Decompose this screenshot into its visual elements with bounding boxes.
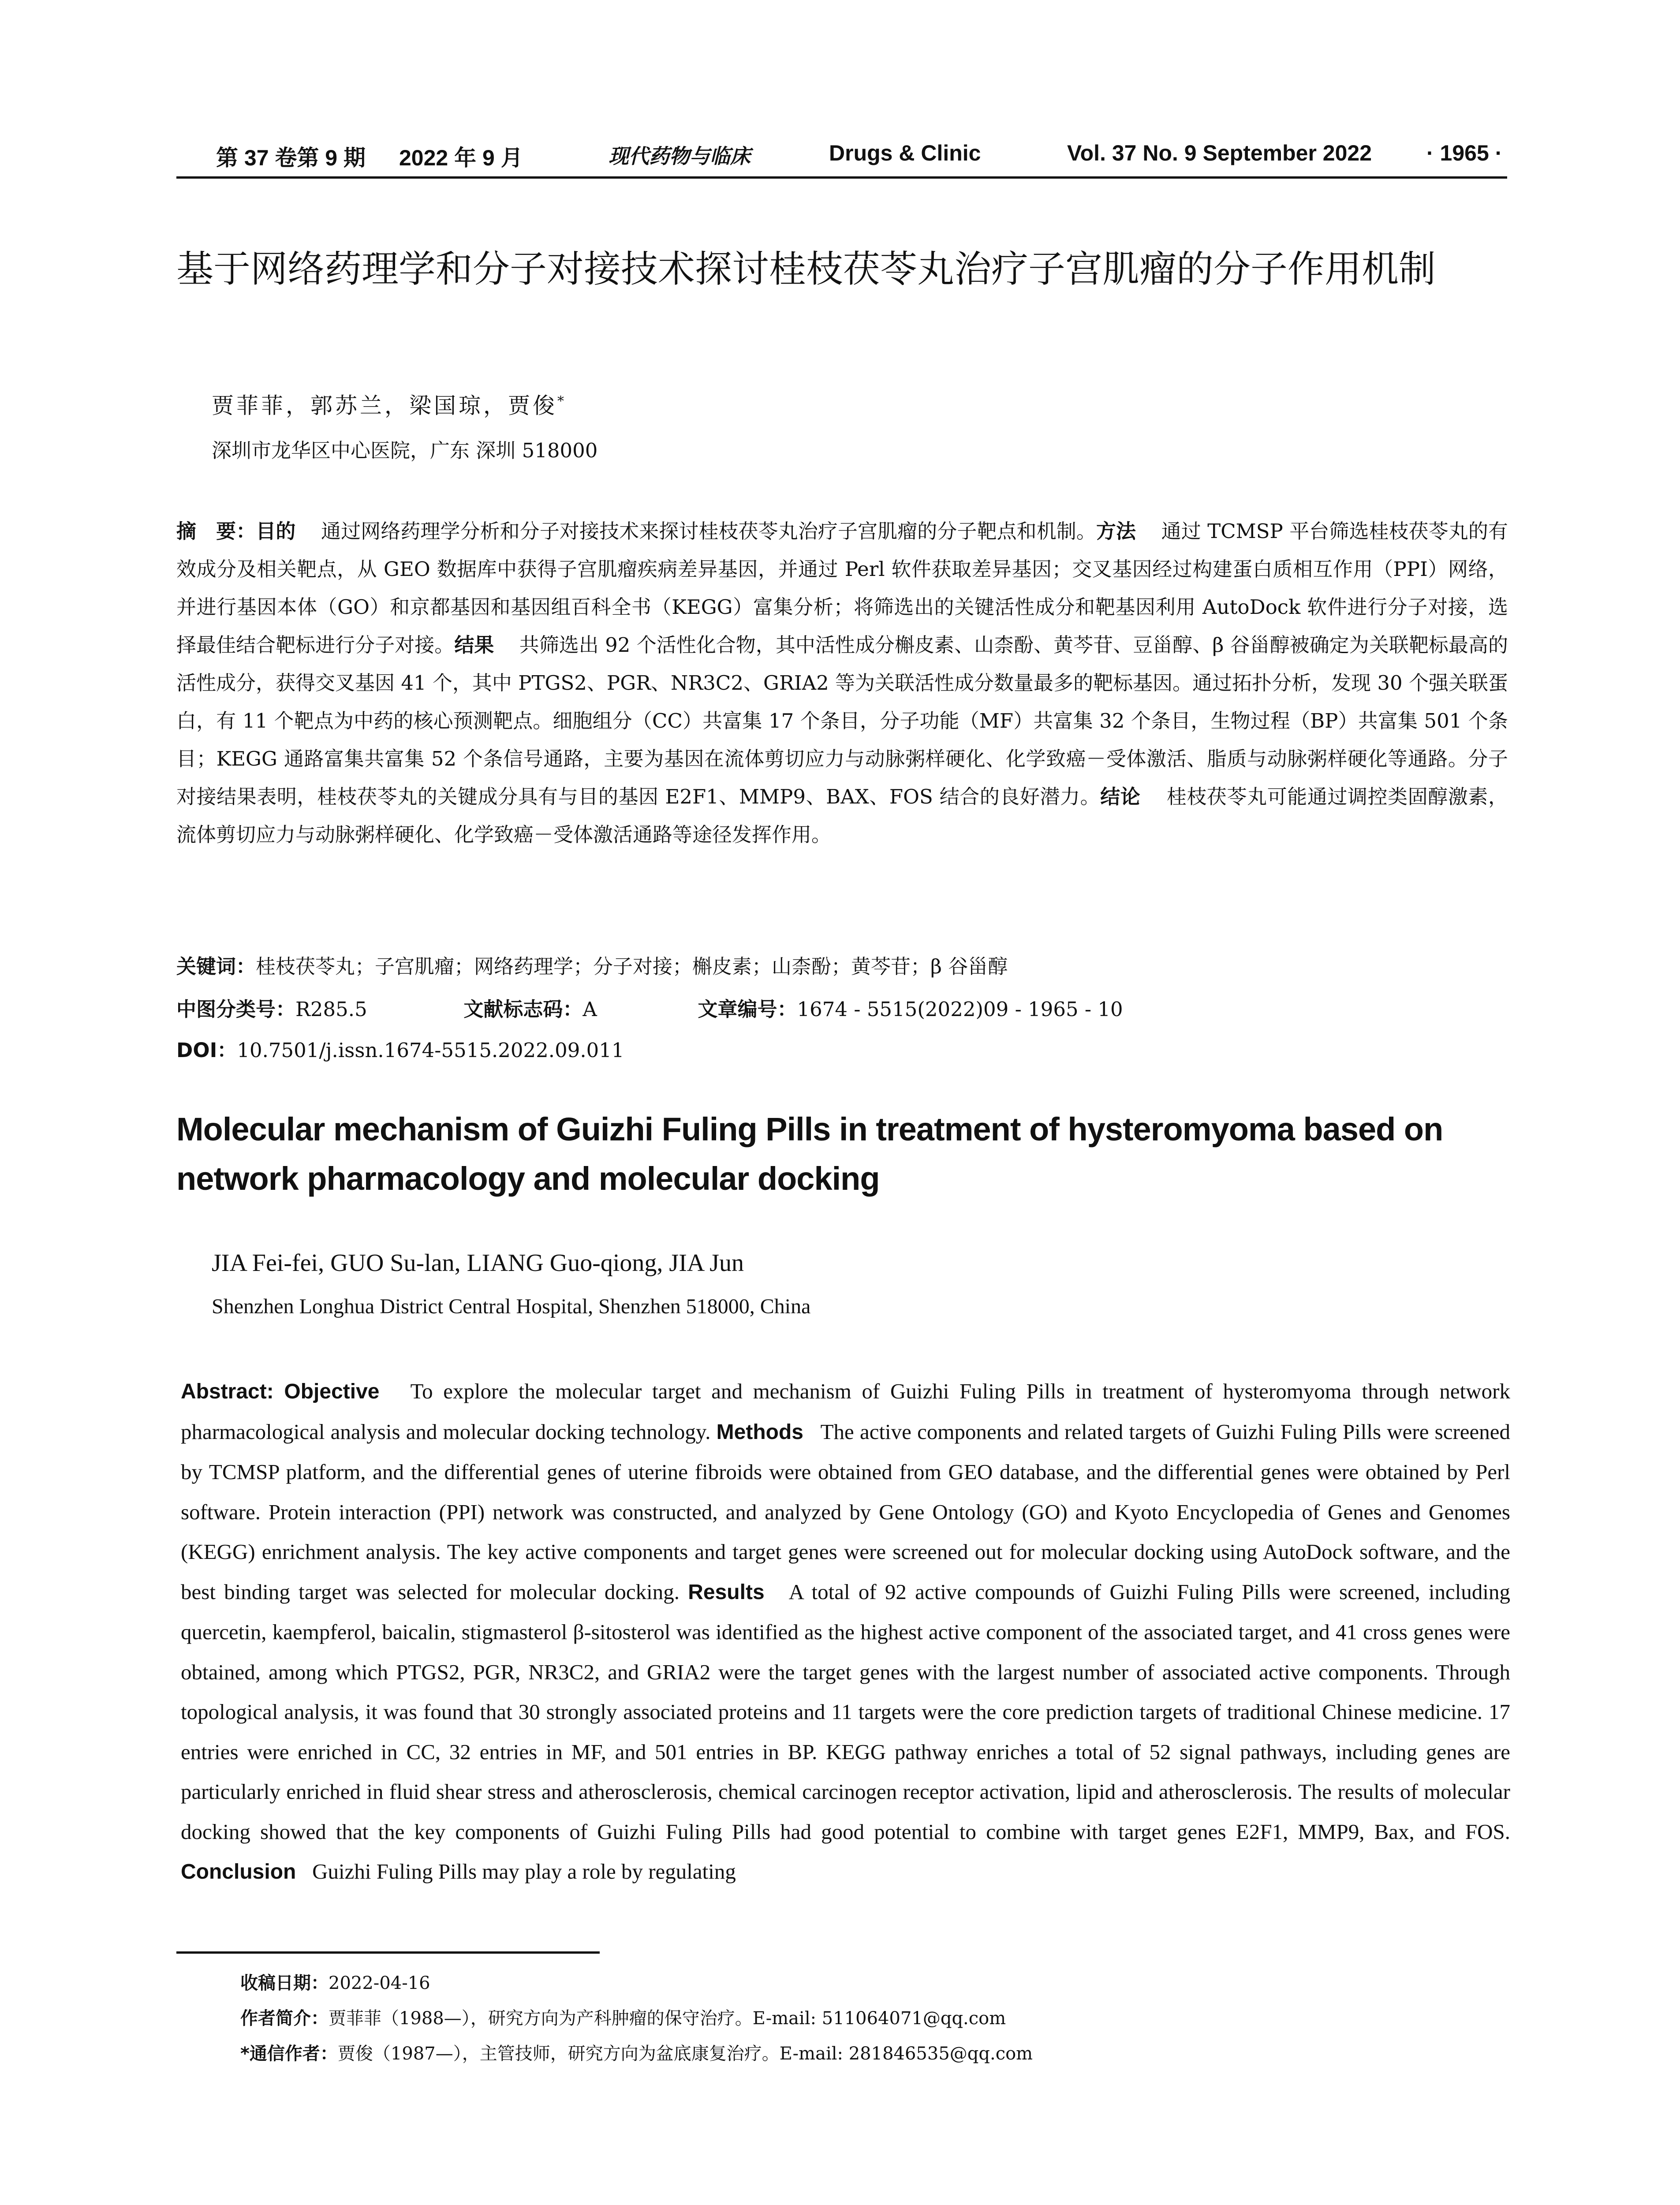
doc-code-value: A: [582, 998, 597, 1021]
header-journal-en: Drugs & Clinic: [829, 141, 981, 165]
doi-label: DOI：: [176, 1039, 237, 1062]
cn-objective-label: 目的: [256, 519, 296, 543]
running-header: [176, 140, 1507, 172]
doi-value: 10.7501/j.issn.1674-5515.2022.09.011: [237, 1039, 624, 1062]
corresponding-label: *通信作者：: [240, 2044, 338, 2064]
en-conclusion-text: Guizhi Fuling Pills may play a role by regulating: [312, 1859, 736, 1884]
en-results-label: Results: [688, 1580, 765, 1604]
en-affiliation: Shenzhen Longhua District Central Hospital, Shenzhen 518000, China: [212, 1295, 811, 1318]
doi-line: [176, 1034, 624, 1063]
cn-keywords-text: 桂枝茯苓丸；子宫肌瘤；网络药理学；分子对接；槲皮素；山柰酚；黄芩苷；β 谷甾醇: [256, 955, 1008, 978]
en-objective-text: To explore the molecular target and mechanism of Guizhi Fuling Pills in treatment of hysteromyoma through network pharmacological analysis and molecular docking technology.: [181, 1379, 1511, 1444]
cn-objective-text: 通过网络药理学分析和分子对接技术来探讨桂枝茯苓丸治疗子宫肌瘤的分子靶点和机制。: [321, 519, 1096, 543]
cn-authors: [212, 388, 567, 420]
header-rule: [176, 176, 1507, 179]
footnote-corresponding: [240, 2040, 1033, 2065]
header-journal-cn: 现代药物与临床: [609, 144, 750, 168]
cn-keywords-label: 关键词：: [176, 955, 256, 978]
cn-conclusion-text: 桂枝茯苓丸可能通过调控类固醇激素，流体剪切应力与动脉粥样硬化、化学致癌－受体激活通路等途径发挥作用。: [176, 785, 1508, 846]
en-abstract-label: Abstract:: [181, 1380, 274, 1403]
cn-title: 基于网络药理学和分子对接技术探讨桂枝茯苓丸治疗子宫肌瘤的分子作用机制: [176, 247, 1436, 291]
cn-author-names: 贾菲菲，郭苏兰，梁国琼，贾俊: [212, 393, 557, 419]
author-bio-text: 贾菲菲（1988—），研究方向为产科肿瘤的保守治疗。E-mail: 511064071@qq.com: [329, 2008, 1006, 2029]
cn-abstract: [176, 512, 1508, 854]
cn-abstract-label: 摘 要：: [176, 519, 256, 543]
footnote-received: [240, 1969, 430, 1994]
received-date: 2022-04-16: [329, 1973, 430, 1993]
clc-value: R285.5: [295, 998, 367, 1021]
en-conclusion-label: Conclusion: [181, 1860, 296, 1884]
en-methods-label: Methods: [716, 1420, 803, 1444]
corresponding-mark: *: [557, 393, 567, 409]
cn-methods-label: 方法: [1096, 519, 1136, 543]
en-abstract: [181, 1372, 1510, 1892]
cn-results-label: 结果: [454, 633, 494, 657]
footnote-author: [240, 2004, 1006, 2029]
en-authors: JIA Fei-fei, GUO Su-lan, LIANG Guo-qiong, JIA Jun: [212, 1249, 744, 1277]
doc-code-label: 文献标志码：: [463, 998, 583, 1021]
cn-results-text: 共筛选出 92 个活性化合物，其中活性成分槲皮素、山柰酚、黄芩苷、豆甾醇、β 谷甾醇被确定为关联靶标最高的活性成分，获得交叉基因 41 个，其中 PTGS2、PGR、NR3C2、GRIA2 等为关联活性成分数量最多的靶标基因。通过拓扑分析，发现 30 个强关联蛋白，有 11 个靶点为中药的核心预测靶点。细胞组分（CC）共富集 17 个条目，分子功能（MF）共富集 32 个条目，生物过程（BP）共富集 501 个条目；KEGG 通路富集共富集 52 个条信号通路，主要为基因在流体剪切应力与动脉粥样硬化、化学致癌－受体激活、脂质与动脉粥样硬化等通路。分子对接结果表明，桂枝茯苓丸的关键成分具有与目的基因 E2F1、MMP9、BAX、FOS 结合的良好潜力。: [176, 633, 1508, 808]
cn-keywords: [176, 950, 1008, 979]
cn-methods-text: 通过 TCMSP 平台筛选桂枝茯苓丸的有效成分及相关靶点，从 GEO 数据库中获得子宫肌瘤疾病差异基因，并通过 Perl 软件获取差异基因；交叉基因经过构建蛋白质相互作用（PPI）网络，并进行基因本体（GO）和京都基因和基因组百科全书（KEGG）富集分析；将筛选出的关键活性成分和靶基因利用 AutoDock 软件进行分子对接，选择最佳结合靶标进行分子对接。: [176, 519, 1508, 657]
corresponding-text: 贾俊（1987—），主管技师，研究方向为盆底康复治疗。E-mail: 281846535@qq.com: [337, 2044, 1033, 2064]
en-title: Molecular mechanism of Guizhi Fuling Pills in treatment of hysteromyoma based on network pharmacology and molecular docking: [176, 1111, 1443, 1197]
author-bio-label: 作者简介：: [240, 2008, 329, 2029]
header-volume-cn: 第 37 卷第 9 期: [216, 146, 366, 170]
cn-classification: [176, 993, 1123, 1022]
article-no-label: 文章编号：: [698, 998, 797, 1021]
en-results-text: A total of 92 active compounds of Guizhi Fuling Pills were screened, including quercetin, kaempferol, baicalin, stigmasterol β-sitosterol was identified as the highest active component of the associated target, and 41 cross genes were obtained, among which PTGS2, PGR, NR3C2, and GRIA2 were the target genes with the largest number of associated active components. Through topological analysis, it was found that 30 strongly associated proteins and 11 targets were the core prediction targets of traditional Chinese medicine. 17 entries were enriched in CC, 32 entries in MF, and 501 entries in BP. KEGG pathway enriches a total of 52 signal pathways, including genes are particularly enriched in fluid shear stress and atherosclerosis, chemical carcinogen receptor activation, lipid and atherosclerosis. The results of molecular docking showed that the key components of Guizhi Fuling Pills had good potential to combine with target genes E2F1, MMP9, Bax, and FOS.: [181, 1579, 1511, 1844]
footnote-rule: [176, 1951, 600, 1954]
received-label: 收稿日期：: [240, 1973, 329, 1993]
header-volume-en: Vol. 37 No. 9 September 2022: [1067, 141, 1372, 165]
article-no-value: 1674 - 5515(2022)09 - 1965 - 10: [797, 998, 1123, 1021]
header-page-number: · 1965 ·: [1426, 141, 1503, 165]
clc-label: 中图分类号：: [176, 998, 296, 1021]
en-objective-label: Objective: [284, 1380, 380, 1403]
header-date-cn: 2022 年 9 月: [399, 146, 523, 170]
en-methods-text: The active components and related targets of Guizhi Fuling Pills were screened by TCMSP platform, and the differential genes of uterine fibroids were obtained from GEO database, and the differential genes were obtained by Perl software. Protein interaction (PPI) network was constructed, and analyzed by Gene Ontology (GO) and Kyoto Encyclopedia of Genes and Genomes (KEGG) enrichment analysis. The key active components and target genes were screened out for molecular docking using AutoDock software, and the best binding target was selected for molecular docking.: [181, 1419, 1511, 1604]
cn-conclusion-label: 结论: [1100, 785, 1141, 808]
cn-affiliation: 深圳市龙华区中心医院，广东 深圳 518000: [212, 439, 598, 462]
